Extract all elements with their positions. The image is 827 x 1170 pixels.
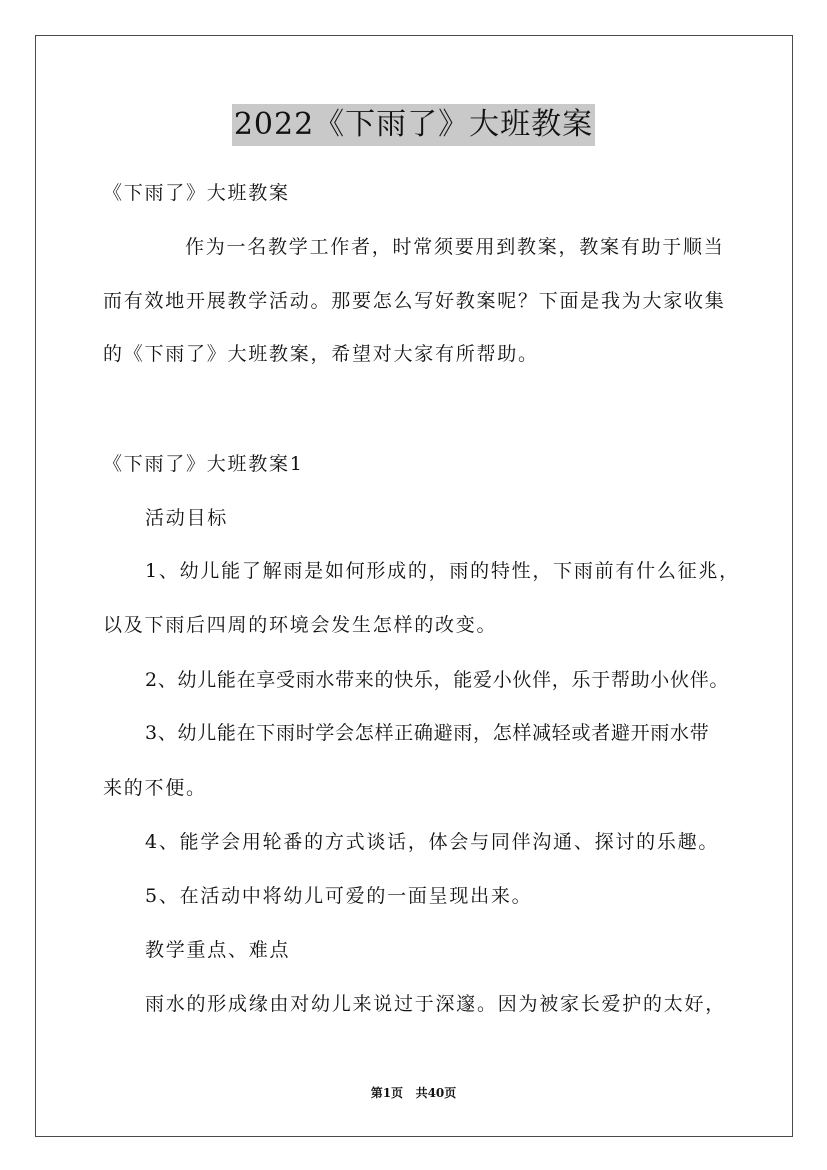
key-points-line-1: 雨水的形成缘由对幼儿来说过于深邃。因为被家长爱护的太好， [145, 993, 727, 1015]
goal-1-line-1: 1、幼儿能了解雨是如何形成的，雨的特性，下雨前有什么征兆， [145, 560, 740, 582]
page-number-footer: 第1页 共40页 [370, 1086, 457, 1100]
goal-3-line-1: 3、幼儿能在下雨时学会怎样正确避雨，怎样减轻或者避开雨水带 [145, 722, 710, 744]
goals-heading: 活动目标 [145, 507, 229, 529]
document-title: 2022《下雨了》大班教案 [232, 104, 595, 146]
goal-1-line-2: 以及下雨后四周的环境会发生怎样的改变。 [103, 614, 498, 636]
subtitle-line: 《下雨了》大班教案 [103, 182, 290, 204]
title-container [0, 104, 827, 146]
intro-line-3: 的《下雨了》大班教案，希望对大家有所帮助。 [103, 343, 539, 365]
key-points-heading: 教学重点、难点 [145, 939, 291, 961]
goal-2: 2、幼儿能在享受雨水带来的快乐，能爱小伙伴，乐于帮助小伙伴。 [145, 669, 730, 691]
intro-line-1: 作为一名教学工作者，时常须要用到教案，教案有助于顺当 [185, 236, 725, 258]
goal-5: 5、在活动中将幼儿可爱的一面呈现出来。 [145, 885, 533, 907]
goal-3-line-2: 来的不便。 [103, 777, 207, 799]
intro-line-2: 而有效地开展教学活动。那要怎么写好教案呢？下面是我为大家收集 [103, 290, 726, 312]
section-heading: 《下雨了》大班教案1 [103, 453, 304, 475]
goal-4: 4、能学会用轮番的方式谈话，体会与同伴沟通、探讨的乐趣。 [145, 831, 720, 853]
